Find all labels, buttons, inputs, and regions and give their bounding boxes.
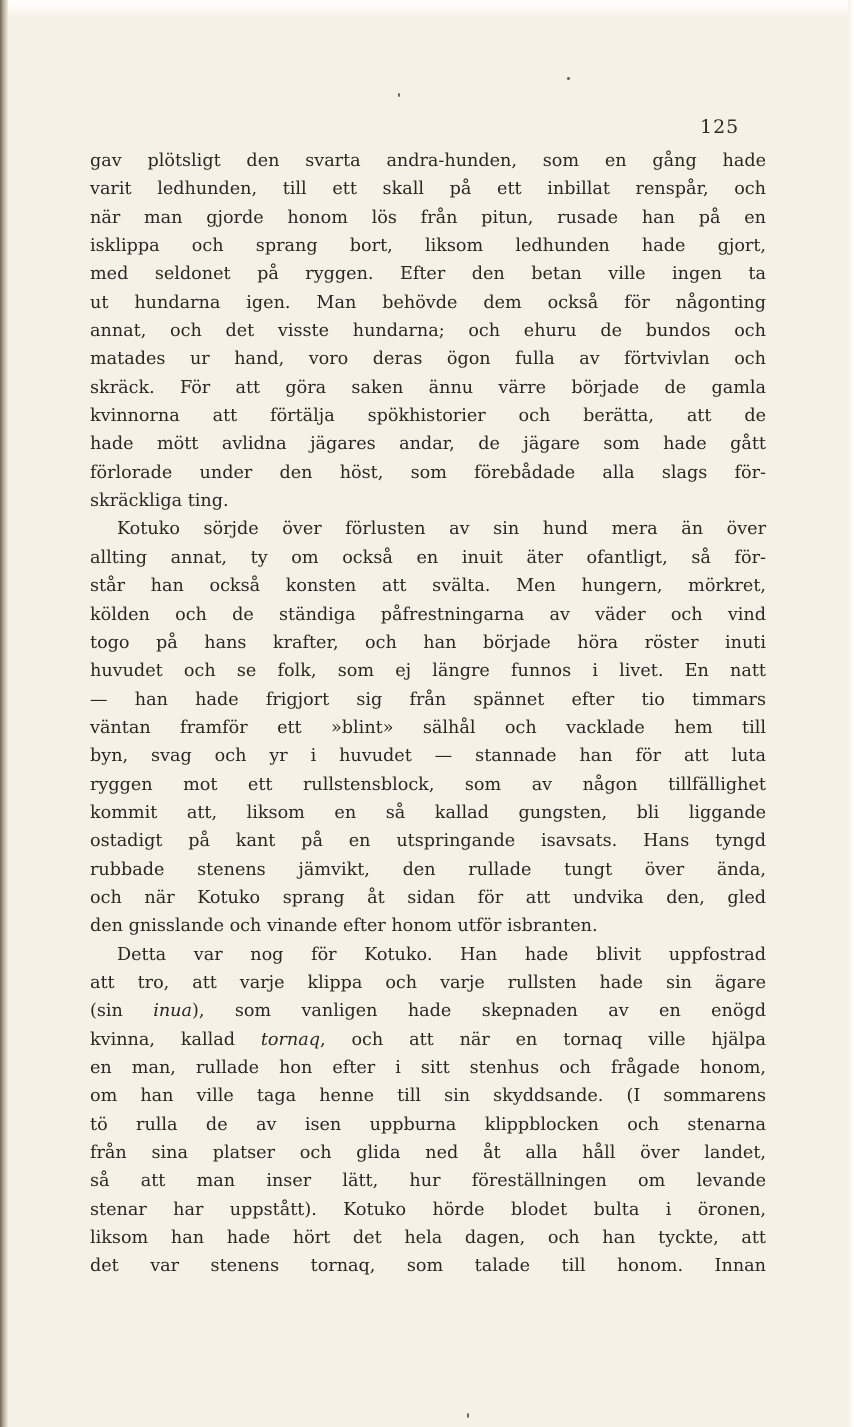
text-line: varit ledhunden, till ett skall på ett inbillat renspår, och: [90, 179, 766, 200]
paper-speck: [567, 77, 570, 80]
text-line: med seldonet på ryggen. Efter den betan ville ingen ta: [90, 264, 766, 285]
text-line: ryggen mot ett rullstensblock, som av någon tillfällighet: [90, 774, 766, 795]
page-top-edge: [0, 0, 854, 18]
text-line: hade mött avlidna jägares andar, de jägare som hade gått: [90, 434, 766, 455]
paper-speck: [398, 93, 400, 97]
text-line: den gnisslande och vinande efter honom utför isbranten.: [90, 916, 598, 937]
text-line: rubbade stenens jämvikt, den rullade tungt över ända,: [90, 859, 766, 880]
text-line: om han ville taga henne till sin skyddsande. (I sommarens: [90, 1086, 766, 1107]
text-line: stenar har uppstått). Kotuko hörde blodet bulta i öronen,: [90, 1199, 766, 1220]
text-line: annat, och det visste hundarna; och ehuru de bundos och: [90, 321, 766, 342]
text-line: kvinna, kallad tornaq, och att när en tornaq ville hjälpa: [90, 1029, 766, 1050]
text-line: en man, rullade hon efter i sitt stenhus och frågade honom,: [90, 1058, 766, 1078]
text-line: gav plötsligt den svarta andra-hunden, som en gång hade: [90, 151, 766, 171]
text-line: allting annat, ty om också en inuit äter ofantligt, så för-: [90, 547, 766, 568]
text-line: isklippa och sprang bort, liksom ledhunden hade gjort,: [90, 236, 766, 257]
text-line: kölden och de ständiga påfrestningarna av väder och vind: [90, 604, 766, 625]
text-line: så att man inser lätt, hur föreställningen om levande: [90, 1171, 766, 1192]
text-line: från sina platser och glida ned åt alla håll över landet,: [90, 1143, 766, 1164]
text-line: liksom han hade hört det hela dagen, och han tyckte, att: [90, 1228, 766, 1249]
text-line: skräck. För att göra saken ännu värre började de gamla: [90, 377, 766, 398]
text-line: ut hundarna igen. Man behövde dem också för någonting: [90, 292, 766, 313]
text-line: väntan framför ett »blint» sälhål och vacklade hem till: [90, 717, 766, 738]
text-line: kvinnorna att förtälja spökhistorier och berätta, att de: [90, 406, 766, 427]
text-line: huvudet och se folk, som ej längre funnos i livet. En natt: [90, 661, 766, 682]
paper-speck: [467, 1413, 469, 1418]
text-line: Detta var nog för Kotuko. Han hade blivit uppfostrad: [117, 944, 766, 965]
page-right-edge: [848, 0, 854, 1427]
text-line: står han också konsten att svälta. Men hungern, mörkret,: [90, 576, 766, 597]
text-line: ostadigt på kant på en utspringande isavsats. Hans tyngd: [90, 831, 766, 852]
text-line: att tro, att varje klippa och varje rullsten hade sin ägare: [90, 972, 766, 993]
text-line: togo på hans krafter, och han började höra röster inuti: [90, 632, 766, 653]
body-text: [90, 147, 766, 1281]
text-line: Kotuko sörjde över förlusten av sin hund mera än över: [117, 519, 766, 540]
text-line: förlorade under den höst, som förebådade alla slags för-: [90, 462, 766, 483]
text-line: tö rulla de av isen uppburna klippblocken och stenarna: [90, 1114, 766, 1135]
text-line: (sin inua), som vanligen hade skepnaden av en enögd: [90, 1001, 766, 1022]
text-line: — han hade frigjort sig från spännet efter tio timmars: [90, 689, 766, 710]
text-line: skräckliga ting.: [90, 491, 229, 512]
text-line: kommit att, liksom en så kallad gungsten, bli liggande: [90, 802, 766, 823]
text-line: det var stenens tornaq, som talade till honom. Innan: [90, 1256, 766, 1277]
text-line: och när Kotuko sprang åt sidan för att undvika den, gled: [90, 887, 766, 908]
binding-shadow: [0, 0, 8, 1427]
text-line: byn, svag och yr i huvudet — stannade han för att luta: [90, 746, 766, 767]
page-number: 125: [700, 116, 740, 138]
text-line: matades ur hand, voro deras ögon fulla av förtvivlan och: [90, 349, 766, 370]
text-line: när man gjorde honom lös från pitun, rusade han på en: [90, 207, 766, 228]
